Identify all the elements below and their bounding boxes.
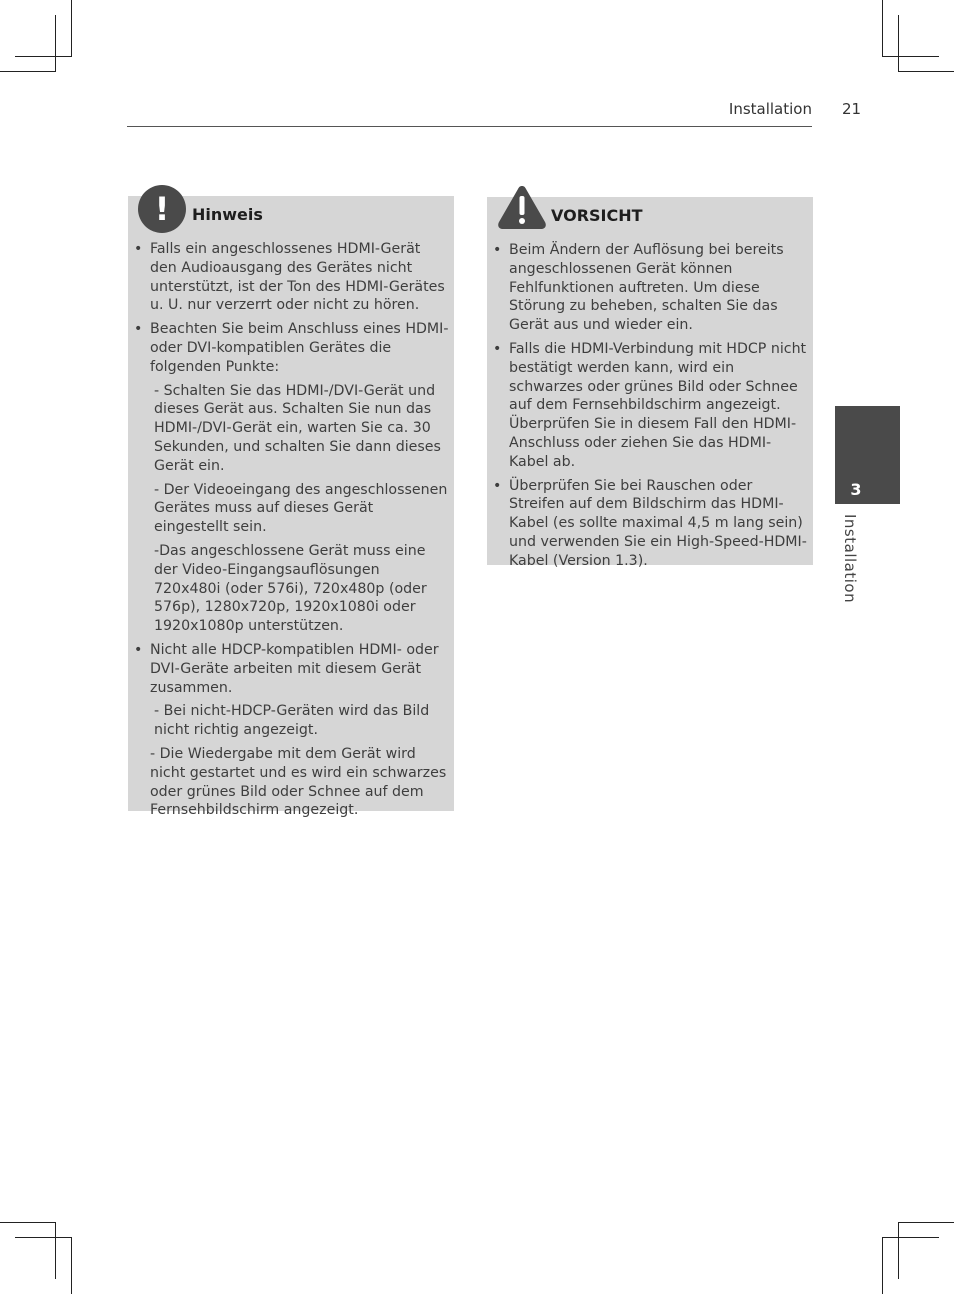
crop-mark: [882, 1237, 883, 1294]
bullet-icon: •: [134, 321, 143, 338]
sub-item: - Schalten Sie das HDMI-/DVI-Gerät und dieses Gerät aus. Schalten Sie nun das HDMI-/DVI-Gerät ein, warten Sie ca. 30 Sekunden, und schalten Sie dann dieses Gerät ein.: [154, 382, 441, 474]
list-item: • Nicht alle HDCP-kompatiblen HDMI- oder DVI-Geräte arbeiten mit diesem Gerät zusammen.: [134, 641, 439, 696]
crop-mark: [15, 56, 72, 57]
chapter-tab: [835, 406, 900, 504]
sub-item: - Die Wiedergabe mit dem Gerät wird nicht gestartet und es wird ein schwarzes oder grünes Bild oder Schnee auf dem Fernsehbildschirm angezeigt.: [150, 745, 447, 819]
list-item: • Beim Ändern der Auflösung bei bereits angeschlossenen Gerät können Fehlfunktionen auftreten. Um diese Störung zu beheben, schalten Sie das Gerät aus und wieder ein.: [493, 242, 784, 334]
crop-mark: [71, 0, 72, 57]
sub-item: - Bei nicht-HDCP-Geräten wird das Bild nicht richtig angezeigt.: [154, 703, 430, 739]
list-item: • Überprüfen Sie bei Rauschen oder Streifen auf dem Bildschirm das HDMI-Kabel (es sollte maximal 4,5 m lang sein) und verwenden Sie ein High-Speed-HDMI-Kabel (Version 1.3).: [493, 477, 807, 569]
caution-content: [491, 241, 809, 576]
crop-mark: [898, 15, 899, 72]
bullet-icon: •: [493, 340, 502, 357]
caution-box: [487, 197, 813, 569]
crop-mark: [898, 71, 954, 72]
crop-mark: [0, 1222, 56, 1223]
bullet-icon: •: [134, 641, 143, 658]
header-divider: [127, 126, 812, 127]
section-title: Installation: [728, 100, 812, 118]
sub-item: - Der Videoeingang des angeschlossenen Gerätes muss auf dieses Gerät eingestellt sein.: [154, 481, 448, 536]
crop-mark: [882, 56, 939, 57]
crop-mark: [898, 1222, 954, 1223]
caution-title: VORSICHT: [551, 206, 643, 225]
list-item: • Falls ein angeschlossenes HDMI-Gerät den Audioausgang des Gerätes nicht unterstützt, ist der Ton des HDMI-Gerätes u. U. nur verzerrt oder nicht zu hören.: [134, 241, 445, 314]
warning-triangle-icon: [497, 184, 547, 230]
crop-mark: [55, 1222, 56, 1279]
crop-mark: [55, 15, 56, 72]
crop-mark: [898, 1222, 899, 1279]
sub-item: -Das angeschlossene Gerät muss eine der Video-Eingangsauflösungen 720x480i (oder 576i), 720x480p (oder 576p), 1280x720p, 1920x1080i oder 1920x1080p unterstützen.: [154, 542, 427, 635]
list-item: • Beachten Sie beim Anschluss eines HDMI- oder DVI-kompatiblen Gerätes die folgenden Punkte:: [134, 321, 449, 375]
list-item: • Falls die HDMI-Verbindung mit HDCP nicht bestätigt werden kann, wird ein schwarzes oder grünes Bild oder Schnee auf dem Fernsehbildschirm angezeigt. Überprüfen Sie in diesem Fall den HDMI-Anschluss oder ziehen Sie das HDMI-Kabel ab.: [493, 340, 807, 470]
crop-mark: [882, 0, 883, 57]
crop-mark: [71, 1237, 72, 1294]
note-box: [128, 190, 454, 819]
chapter-number: 3: [850, 480, 862, 499]
note-content: [132, 240, 450, 825]
crop-mark: [882, 1237, 939, 1238]
bullet-icon: •: [134, 241, 143, 257]
crop-mark: [0, 71, 56, 72]
note-title: Hinweis: [192, 205, 263, 224]
page-number: 21: [842, 100, 862, 118]
crop-mark: [15, 1237, 72, 1238]
bullet-icon: •: [493, 477, 502, 494]
chapter-label: Installation: [841, 514, 859, 604]
bullet-icon: •: [493, 242, 502, 258]
exclamation-circle-icon: !: [138, 185, 186, 233]
